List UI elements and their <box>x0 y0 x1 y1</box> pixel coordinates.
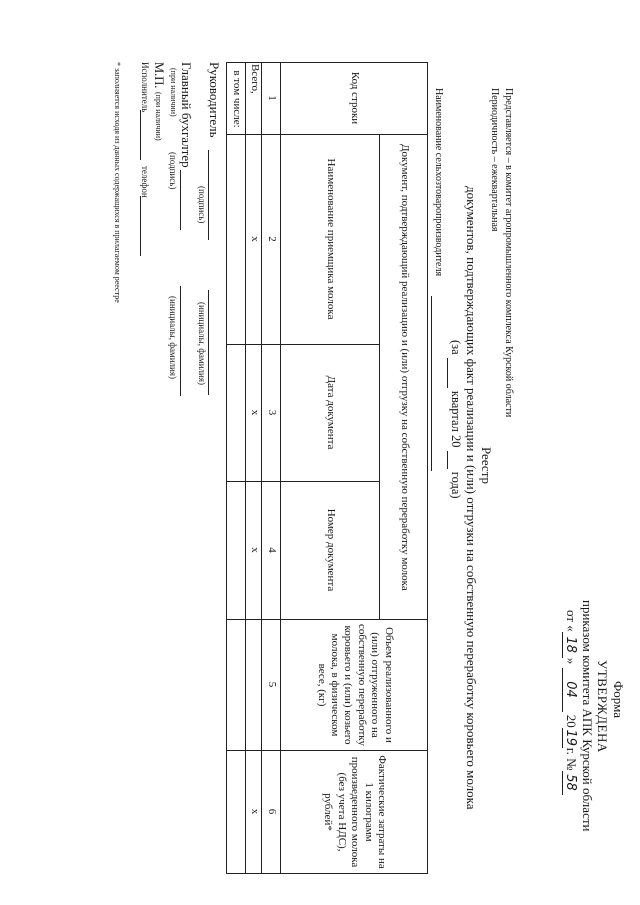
total-receiver-x: х <box>248 236 261 242</box>
col-number-header: Номер документа <box>325 508 338 592</box>
executor-line[interactable] <box>140 110 141 160</box>
number-sign: № <box>564 758 579 771</box>
total-number-x: х <box>248 547 261 553</box>
total-date-x: х <box>248 409 261 416</box>
head-initials-hint: (инициалы, фамилия) <box>197 302 207 385</box>
col-costs-header: Фактические затраты на 1 килограмм произведенного молока (без учета НДС), рублей* <box>322 755 389 869</box>
order-number: 58 <box>562 771 578 795</box>
form-label: Форма <box>611 681 626 718</box>
col-num-3: 3 <box>266 409 279 416</box>
period-open: (за <box>449 340 463 355</box>
order-month: 04 <box>562 668 578 712</box>
year-prefix: 20 <box>564 714 579 728</box>
col-receiver-header: Наименование приемщика молока <box>325 158 338 320</box>
approved-label: УТВЕРЖДЕНА <box>595 660 610 753</box>
including-label: в том числе: <box>231 70 243 128</box>
producer-label: Наименование сельхозтоваропроизводителя <box>433 88 444 277</box>
registry-subtitle: документов, подтверждающих факт реализации и (или) отгрузки на собственную переработку коровьего молока <box>464 186 479 810</box>
col-num-5: 5 <box>266 681 279 688</box>
col-num-4: 4 <box>266 547 279 553</box>
total-costs-x: х <box>248 808 261 815</box>
mp-label: М.П. <box>152 62 166 89</box>
order-year: 19 <box>563 729 578 747</box>
period-line <box>447 340 463 499</box>
phone-line[interactable] <box>140 196 141 256</box>
year-blank[interactable] <box>447 451 463 469</box>
year-unit: г. <box>564 747 579 755</box>
accountant-name-line[interactable] <box>180 286 181 396</box>
accountant-signature-hint: (подпись) <box>168 152 178 190</box>
date-from: от « <box>564 610 579 632</box>
registry-title: Реестр <box>479 447 494 485</box>
footnote: * заполняется исходя из данных содержащихся в прилагаемом реестре <box>113 62 122 303</box>
head-name-line[interactable] <box>208 290 209 395</box>
col-volume-header: Объем реализованного и (или) отгруженного на собственную переработку коровьего и (или) козьего молока, в физическом весе, (кг) <box>315 624 395 746</box>
col-code-header: Код строки <box>349 71 362 125</box>
order-date-line <box>562 610 579 795</box>
executor-label: Исполнитель <box>140 62 150 113</box>
head-signature-line[interactable] <box>208 150 209 240</box>
col-num-2: 2 <box>266 236 279 242</box>
document-group-header: Документ, подтверждающий реализацию и (или) отгрузку на собственную переработку молока <box>398 144 411 591</box>
mp-if-any: (при наличии) <box>154 92 163 141</box>
producer-field[interactable] <box>431 296 432 471</box>
periodicity: Периодичность – ежеквартальная <box>489 88 500 232</box>
total-label: Всего, <box>248 64 261 94</box>
chief-accountant-label: Главный бухгалтер <box>179 62 194 168</box>
head-signature-hint: (подпись) <box>197 186 207 224</box>
col-date-header: Дата документа <box>325 375 338 450</box>
period-close: года) <box>449 471 463 499</box>
quarter-label: квартал 20 <box>449 390 463 448</box>
registry-table <box>226 62 428 874</box>
submitted-to: Представляется – в комитет агропромышленного комплекса Курской области <box>503 88 514 418</box>
order-day: 18 <box>562 632 578 658</box>
date-quote-close: » <box>564 657 579 665</box>
quarter-blank[interactable] <box>447 358 463 388</box>
col-num-6: 6 <box>266 808 279 815</box>
phone-label: телефон <box>140 166 150 198</box>
accountant-if-any: (при наличии) <box>169 68 178 117</box>
col-num-1: 1 <box>266 95 279 101</box>
head-label: Руководитель <box>207 62 222 138</box>
order-label: приказом комитета АПК Курской области <box>580 600 595 832</box>
accountant-initials-hint: (инициалы, фамилия) <box>168 296 178 379</box>
accountant-signature-line[interactable] <box>180 170 181 230</box>
